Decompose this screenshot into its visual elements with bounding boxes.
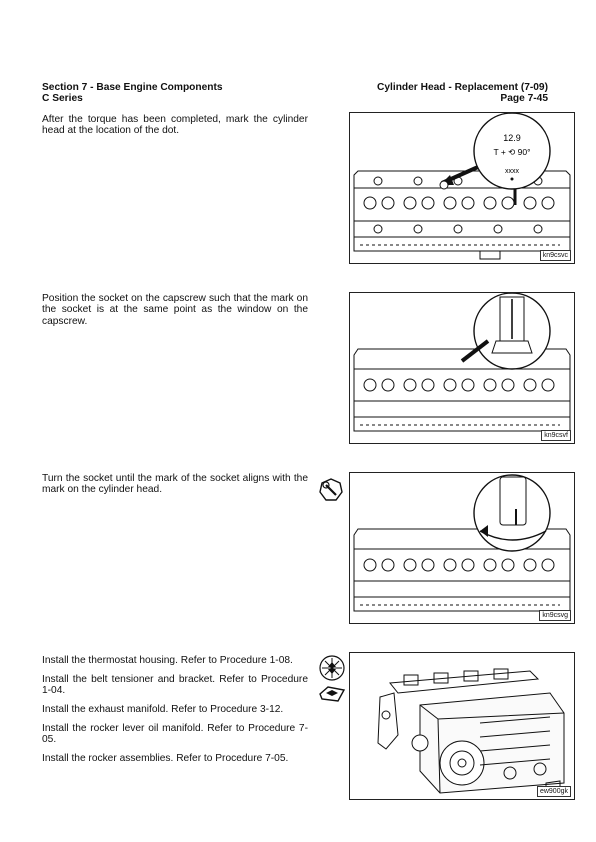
figure-caption: ew900gk: [537, 786, 571, 797]
figure-caption: kn9csvc: [540, 250, 571, 261]
callout-torque: T + ⟲ 90°: [493, 147, 531, 157]
list-item: Install the exhaust manifold. Refer to Procedure 3-12.: [42, 704, 284, 715]
install-steps-list: [42, 655, 308, 772]
gasket-icon: [318, 684, 346, 704]
parts-install-icon: [318, 654, 346, 682]
torque-wrench-icon: [318, 477, 344, 503]
step-3-text: Turn the socket until the mark of the socket aligns with the mark on the cylinder head.: [42, 473, 308, 496]
list-item: Install the belt tensioner and bracket. Refer to Procedure 1-04.: [42, 673, 308, 697]
figure-mark-cylinder-head: [349, 112, 575, 264]
section-header: [42, 82, 223, 104]
page-number: Page 7-45: [500, 93, 548, 104]
procedure-header: [377, 82, 548, 104]
step-1-text: After the torque has been completed, mark the cylinder head at the location of the dot.: [42, 114, 308, 137]
socket-turn-illustration: [350, 473, 574, 623]
figure-socket-position: [349, 292, 575, 444]
list-item: Install the rocker lever oil manifold. Refer to Procedure 7-05.: [42, 722, 308, 746]
step-2-text: Position the socket on the capscrew such that the mark on the socket is at the same point as the window on the capscrew.: [42, 293, 308, 327]
procedure-title: Cylinder Head - Replacement (7-09): [377, 82, 548, 93]
figure-engine-assembly: [349, 652, 575, 800]
series-title: C Series: [42, 93, 83, 104]
engine-assembly-illustration: [350, 653, 574, 799]
figure-caption: kn9csvf: [541, 430, 571, 441]
cylinder-head-dot-illustration: [350, 113, 574, 263]
figure-socket-turn: [349, 472, 575, 624]
callout-code: xxxx: [505, 168, 519, 175]
socket-position-illustration: [350, 293, 574, 443]
callout-grade: 12.9: [503, 133, 521, 143]
section-title: Section 7 - Base Engine Components: [42, 82, 223, 93]
figure-caption: kn9csvg: [539, 610, 571, 621]
list-item: Install the thermostat housing. Refer to Procedure 1-08.: [42, 655, 293, 666]
list-item: Install the rocker assemblies. Refer to Procedure 7-05.: [42, 753, 289, 764]
